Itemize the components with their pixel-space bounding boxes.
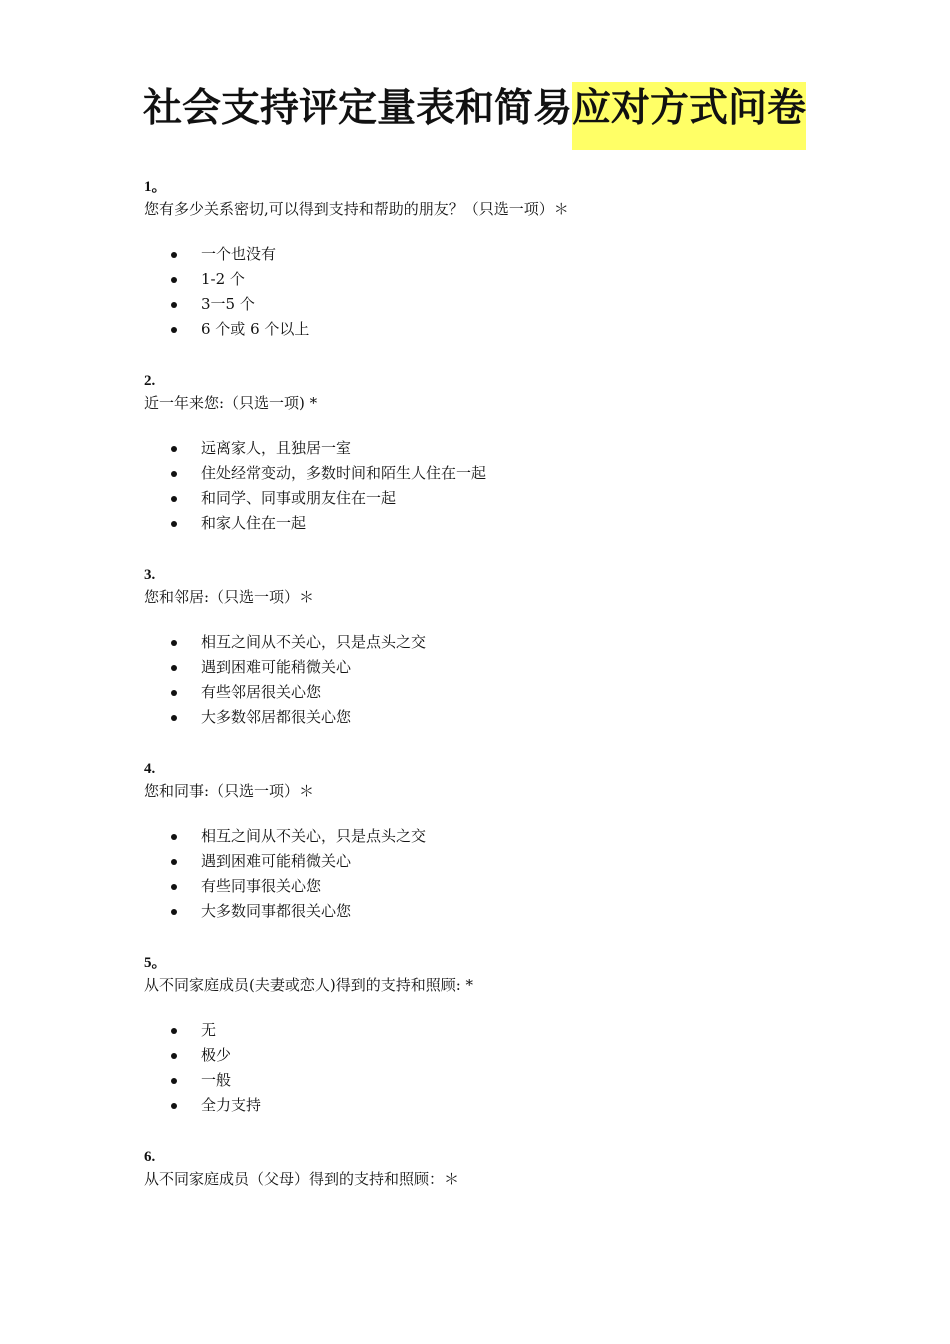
question-text: 您和邻居:（只选一项）＊ (144, 588, 315, 606)
option-label: 遇到困难可能稍微关心 (201, 658, 352, 676)
option-label: 和家人住在一起 (201, 514, 307, 532)
option-item[interactable] (144, 242, 904, 267)
option-list (144, 1018, 904, 1118)
bullet-icon (171, 1053, 177, 1059)
bullet-icon (171, 1103, 177, 1109)
title-highlighted: 应对方式问卷 (572, 82, 806, 150)
question-text: 您和同事:（只选一项）＊ (144, 782, 315, 800)
option-label: 住处经常变动，多数时间和陌生人住在一起 (201, 464, 487, 482)
option-item[interactable] (144, 680, 904, 705)
option-item[interactable] (144, 461, 904, 486)
bullet-icon (171, 1028, 177, 1034)
bullet-icon (171, 665, 177, 671)
option-label: 和同学、同事或朋友住在一起 (201, 489, 397, 507)
title-main: 社会支持评定量表和简易 (143, 86, 573, 131)
bullet-icon (171, 690, 177, 696)
page-title (143, 82, 806, 150)
question-text: 从不同家庭成员（父母）得到的支持和照顾：＊ (144, 1170, 460, 1188)
option-label: 大多数邻居都很关心您 (201, 708, 352, 726)
question-text: 您有多少关系密切,可以得到支持和帮助的朋友？（只选一项）＊ (144, 200, 569, 218)
question-2 (144, 370, 904, 536)
option-item[interactable] (144, 705, 904, 730)
option-label: 相互之间从不关心，只是点头之交 (201, 827, 427, 845)
option-label: 相互之间从不关心，只是点头之交 (201, 633, 427, 651)
option-item[interactable] (144, 436, 904, 461)
question-number: 4. (144, 761, 156, 777)
option-item[interactable] (144, 1018, 904, 1043)
option-item[interactable] (144, 655, 904, 680)
bullet-icon (171, 521, 177, 527)
option-label: 一个也没有 (201, 245, 277, 263)
option-item[interactable] (144, 267, 904, 292)
question-text: 近一年来您:（只选一项) * (144, 394, 318, 412)
option-item[interactable] (144, 630, 904, 655)
bullet-icon (171, 1078, 177, 1084)
option-label: 全力支持 (201, 1096, 262, 1114)
option-list (144, 630, 904, 730)
bullet-icon (171, 327, 177, 333)
question-text: 从不同家庭成员(夫妻或恋人)得到的支持和照顾: * (144, 976, 474, 994)
bullet-icon (171, 496, 177, 502)
option-label: 遇到困难可能稍微关心 (201, 852, 352, 870)
option-list (144, 824, 904, 924)
option-item[interactable] (144, 486, 904, 511)
bullet-icon (171, 640, 177, 646)
bullet-icon (171, 884, 177, 890)
option-item[interactable] (144, 317, 904, 342)
question-6 (144, 1146, 904, 1192)
question-number: 1。 (144, 179, 167, 195)
question-1 (144, 176, 904, 342)
option-label: 无 (201, 1021, 217, 1039)
option-item[interactable] (144, 1068, 904, 1093)
option-list (144, 436, 904, 536)
option-label: 远离家人，且独居一室 (201, 439, 352, 457)
option-item[interactable] (144, 824, 904, 849)
question-3 (144, 564, 904, 730)
option-label: 一般 (201, 1071, 232, 1089)
option-item[interactable] (144, 1093, 904, 1118)
question-number: 5。 (144, 955, 167, 971)
option-label: 6 个或 6 个以上 (201, 320, 310, 338)
questionnaire (144, 176, 904, 1220)
option-item[interactable] (144, 874, 904, 899)
bullet-icon (171, 277, 177, 283)
question-number: 2. (144, 373, 156, 389)
question-number: 3. (144, 567, 156, 583)
option-label: 极少 (201, 1046, 232, 1064)
question-5 (144, 952, 904, 1118)
question-number: 6. (144, 1149, 156, 1165)
option-item[interactable] (144, 899, 904, 924)
bullet-icon (171, 471, 177, 477)
bullet-icon (171, 252, 177, 258)
option-item[interactable] (144, 292, 904, 317)
bullet-icon (171, 715, 177, 721)
option-label: 有些邻居很关心您 (201, 683, 322, 701)
bullet-icon (171, 859, 177, 865)
option-item[interactable] (144, 511, 904, 536)
question-4 (144, 758, 904, 924)
option-label: 大多数同事都很关心您 (201, 902, 352, 920)
option-label: 有些同事很关心您 (201, 877, 322, 895)
bullet-icon (171, 834, 177, 840)
bullet-icon (171, 302, 177, 308)
option-item[interactable] (144, 849, 904, 874)
option-list (144, 242, 904, 342)
option-label: 1-2 个 (201, 270, 245, 288)
bullet-icon (171, 446, 177, 452)
option-item[interactable] (144, 1043, 904, 1068)
option-label: 3一5 个 (201, 295, 255, 313)
bullet-icon (171, 909, 177, 915)
